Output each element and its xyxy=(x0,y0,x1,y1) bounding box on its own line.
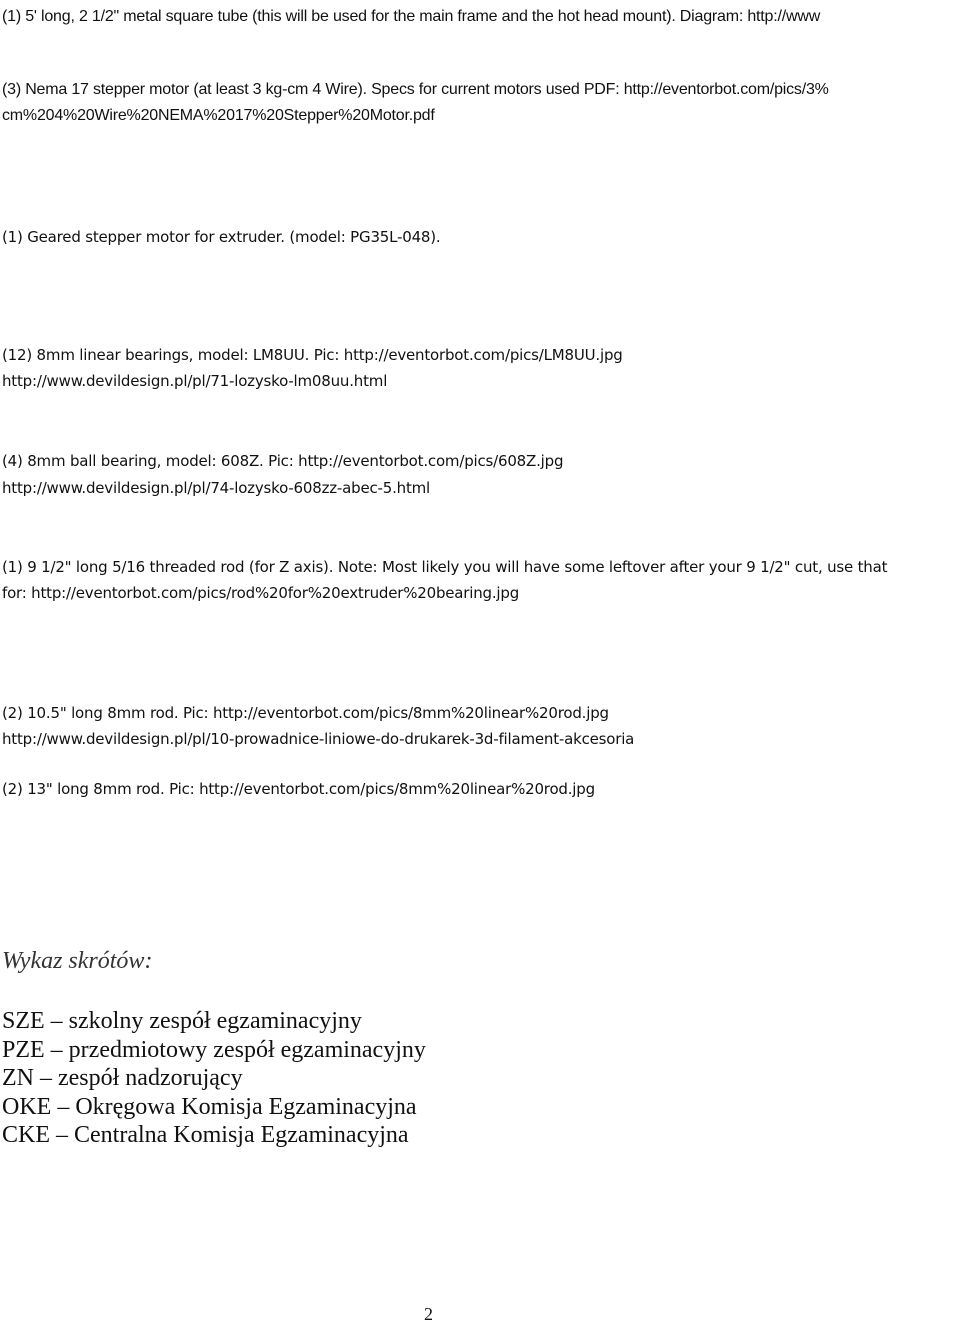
part-ball-bearing-line-2: http://www.devildesign.pl/pl/74-lozysko-608zz-abec-5.html xyxy=(2,479,431,497)
part-rod-13: (2) 13" long 8mm rod. Pic: http://eventorbot.com/pics/8mm%20linear%20rod.jpg xyxy=(2,780,595,798)
part-rod-10-5-line-1: (2) 10.5" long 8mm rod. Pic: http://eventorbot.com/pics/8mm%20linear%20rod.jpg xyxy=(2,704,609,722)
abbreviation-item: OKE – Okręgowa Komisja Egzaminacyjna xyxy=(2,1094,417,1120)
abbreviation-item: ZN – zespół nadzorujący xyxy=(2,1065,243,1091)
abbreviations-heading: Wykaz skrótów: xyxy=(2,948,153,974)
part-nema-line-2: cm%204%20Wire%20NEMA%2017%20Stepper%20Motor.pdf xyxy=(2,107,435,124)
part-geared-motor: (1) Geared stepper motor for extruder. (model: PG35L-048). xyxy=(2,228,441,246)
page-number: 2 xyxy=(424,1304,433,1324)
abbreviation-item: PZE – przedmiotowy zespół egzaminacyjny xyxy=(2,1037,426,1063)
part-linear-bearings-line-1: (12) 8mm linear bearings, model: LM8UU. Pic: http://eventorbot.com/pics/LM8UU.jpg xyxy=(2,346,623,364)
part-ball-bearing-line-1: (4) 8mm ball bearing, model: 608Z. Pic: http://eventorbot.com/pics/608Z.jpg xyxy=(2,452,564,470)
part-threaded-rod-line-2: for: http://eventorbot.com/pics/rod%20for%20extruder%20bearing.jpg xyxy=(2,584,520,602)
abbreviation-item: CKE – Centralna Komisja Egzaminacyjna xyxy=(2,1122,409,1148)
part-rod-10-5-line-2: http://www.devildesign.pl/pl/10-prowadnice-liniowe-do-drukarek-3d-filament-akcesoria xyxy=(2,730,635,748)
abbreviation-item: SZE – szkolny zespół egzaminacyjny xyxy=(2,1008,362,1034)
part-frame: (1) 5' long, 2 1/2" metal square tube (this will be used for the main frame and the hot head mount). Diagram: http://www xyxy=(2,8,821,25)
part-nema-line-1: (3) Nema 17 stepper motor (at least 3 kg-cm 4 Wire). Specs for current motors used PDF: http://eventorbot.com/pics/3% xyxy=(2,81,829,98)
part-linear-bearings-line-2: http://www.devildesign.pl/pl/71-lozysko-lm08uu.html xyxy=(2,372,388,390)
part-threaded-rod-line-1: (1) 9 1/2" long 5/16 threaded rod (for Z axis). Note: Most likely you will have some leftover after your 9 1/2" cut, use that xyxy=(2,558,888,576)
